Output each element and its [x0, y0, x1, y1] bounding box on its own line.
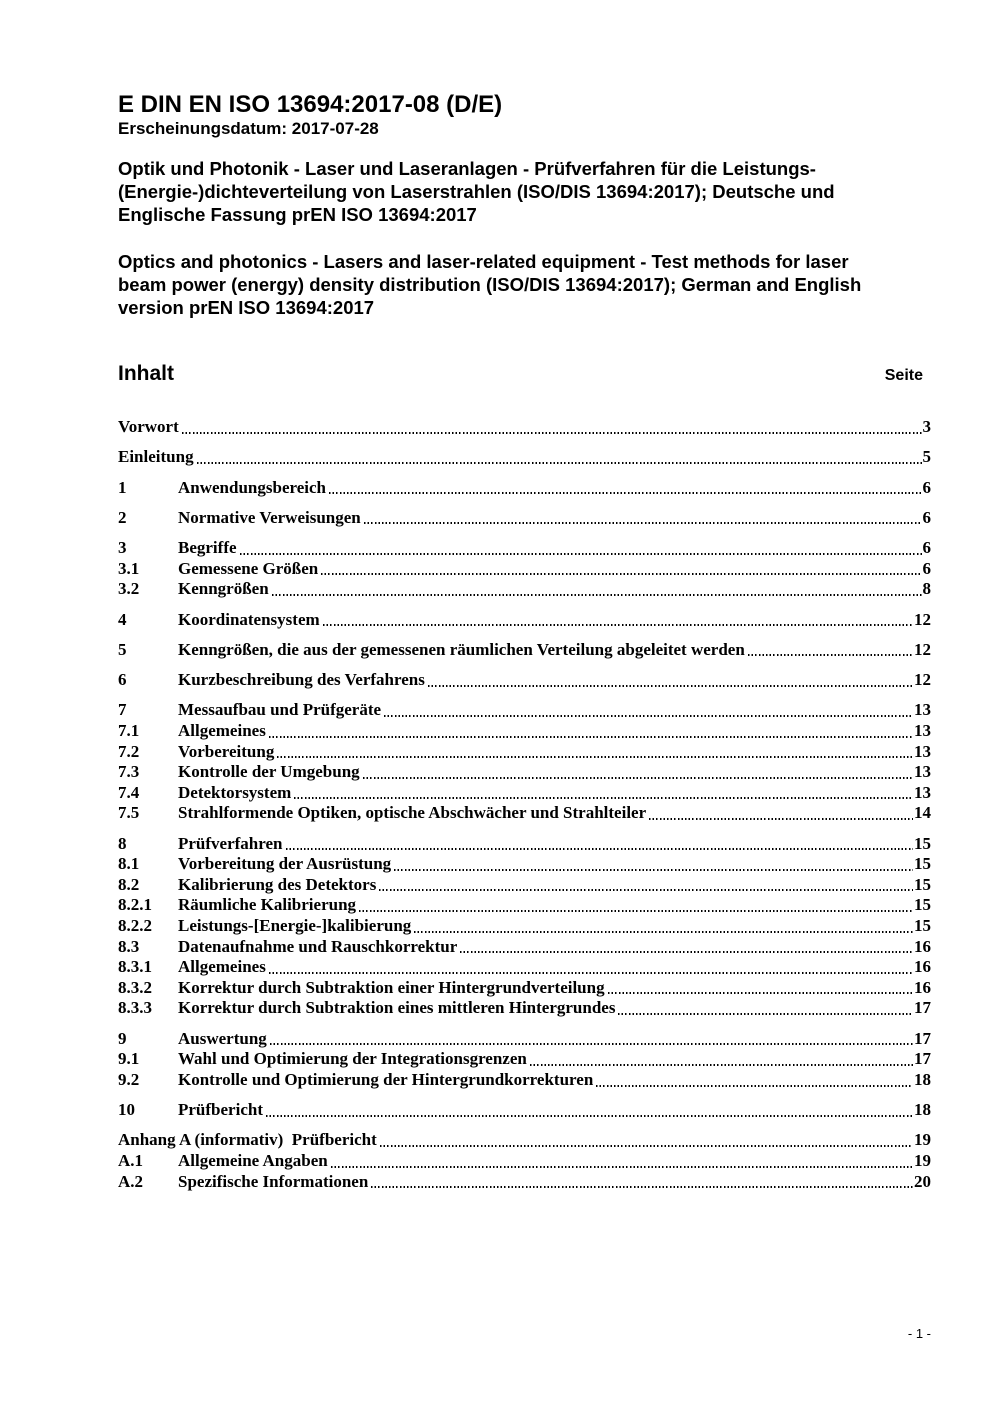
toc-entry-label: Anwendungsbereich: [178, 477, 326, 497]
dotted-leader: [266, 1115, 913, 1117]
dotted-leader: [286, 848, 914, 850]
toc-entry: [118, 640, 931, 661]
toc-entry-label: Korrektur durch Subtraktion eines mittleren Hintergrundes: [178, 998, 616, 1018]
toc-entry-number: 9.2: [118, 1069, 140, 1089]
toc-entry-page: 13: [914, 762, 931, 782]
toc-entry-page: 19: [914, 1130, 931, 1150]
toc-entry-label: Anhang A (informativ) Prüfbericht: [118, 1130, 377, 1150]
toc-entry-page: 17: [914, 1049, 931, 1069]
toc-entry: [118, 670, 931, 691]
dotted-leader: [384, 715, 913, 717]
dotted-leader: [294, 797, 913, 799]
english-title-line: version prEN ISO 13694:2017: [118, 297, 375, 318]
toc-entry: [118, 803, 931, 824]
dotted-leader: [269, 736, 913, 738]
toc-entry-label: Kontrolle der Umgebung: [178, 762, 360, 782]
dotted-leader: [649, 818, 913, 820]
toc-entry: [118, 1130, 931, 1151]
dotted-leader: [394, 869, 913, 871]
document-title: E DIN EN ISO 13694:2017-08 (D/E): [118, 91, 503, 118]
toc-entry-label: Kenngrößen: [178, 579, 269, 599]
dotted-leader: [321, 573, 921, 575]
toc-entry-number: 9: [118, 1028, 127, 1048]
toc-entry-page: 12: [914, 609, 931, 629]
toc-entry-number: A.1: [118, 1151, 144, 1171]
toc-entry-label: Messaufbau und Prüfgeräte: [178, 700, 382, 720]
toc-entry: [118, 1151, 931, 1172]
toc-entry-label: Allgemeines: [178, 721, 266, 741]
toc-entry: [118, 721, 931, 742]
toc-entry-page: 17: [914, 998, 931, 1018]
toc-entry-number: 10: [118, 1100, 135, 1120]
toc-entry: [118, 854, 931, 875]
toc-entry: [118, 417, 931, 438]
toc-entry-page: 12: [914, 639, 931, 659]
page-number-footer: - 1 -: [907, 1326, 931, 1341]
toc-entry-page: 12: [914, 670, 931, 690]
dotted-leader: [618, 1013, 913, 1015]
dotted-leader: [414, 931, 913, 933]
toc-entry-label: Kalibrierung des Detektors: [178, 874, 377, 894]
dotted-leader: [379, 889, 913, 891]
english-title-line: beam power (energy) density distribution (ISO/DIS 13694:2017); German and English: [118, 274, 862, 295]
toc-entry-page: 16: [914, 957, 931, 977]
toc-entry-page: 6: [922, 538, 931, 558]
toc-header: [118, 361, 931, 386]
dotted-leader: [363, 777, 913, 779]
toc-entry-page: 16: [914, 977, 931, 997]
publish-date: Erscheinungsdatum: 2017-07-28: [118, 119, 379, 138]
dotted-leader: [240, 553, 922, 555]
toc-entry-label: Räumliche Kalibrierung: [178, 895, 357, 915]
toc-entry: [118, 579, 931, 600]
toc-entry: [118, 916, 931, 937]
toc-entry: [118, 447, 931, 468]
toc-entry-label: Kontrolle und Optimierung der Hintergrundkorrekturen: [178, 1069, 594, 1089]
toc-entry: [118, 610, 931, 631]
toc-entry: [118, 742, 931, 763]
dotted-leader: [323, 624, 913, 626]
toc-entry-label: Datenaufnahme und Rauschkorrektur: [178, 936, 458, 956]
dotted-leader: [530, 1064, 913, 1066]
toc-entry: [118, 937, 931, 958]
toc-entry-label: Leistungs-[Energie-]kalibierung: [178, 916, 412, 936]
toc-page-column-label: Seite: [884, 367, 923, 384]
toc-entry-page: 14: [914, 803, 931, 823]
toc-entry-number: 5: [118, 639, 127, 659]
toc-entry-page: 19: [914, 1151, 931, 1171]
german-title-line: Optik und Photonik - Laser und Laseranlagen - Prüfverfahren für die Leistungs-: [118, 158, 816, 179]
dotted-leader: [596, 1085, 913, 1087]
dotted-leader: [182, 432, 922, 434]
toc-entry-page: 13: [914, 782, 931, 802]
toc-entry-number: 7: [118, 700, 127, 720]
toc-entry-page: 15: [914, 895, 931, 915]
dotted-leader: [460, 951, 913, 953]
toc-entry-label: Vorwort: [118, 417, 179, 436]
dotted-leader: [364, 522, 922, 524]
toc-entry-label: Spezifische Informationen: [178, 1171, 369, 1191]
toc-entry-number: 8.3.1: [118, 957, 152, 977]
toc-entry-label: Kenngrößen, die aus der gemessenen räumlichen Verteilung abgeleitet werden: [178, 639, 745, 659]
dotted-leader: [371, 1186, 913, 1188]
toc-entry-page: 20: [914, 1171, 931, 1191]
toc-entry-label: Begriffe: [178, 538, 237, 558]
toc-entry-page: 13: [914, 741, 931, 761]
toc-entry-number: 6: [118, 670, 127, 690]
toc-entry-number: 3.2: [118, 579, 140, 599]
toc-entry-label: Allgemeines: [178, 957, 266, 977]
toc-entry-number: 8.2.1: [118, 895, 152, 915]
toc-entry: [118, 1070, 931, 1091]
toc-entry-number: 7.1: [118, 721, 140, 741]
german-title-line: (Energie-)dichteverteilung von Laserstrahlen (ISO/DIS 13694:2017); Deutsche und: [118, 181, 835, 202]
toc-entry-label: Kurzbeschreibung des Verfahrens: [178, 670, 425, 690]
toc-entry-number: 9.1: [118, 1049, 140, 1069]
toc-entry: [118, 834, 931, 855]
toc-entry-label: Gemessene Größen: [178, 558, 319, 578]
dotted-leader: [331, 1166, 913, 1168]
toc-entry-number: 7.5: [118, 803, 140, 823]
toc-entry: [118, 1049, 931, 1070]
toc-entry-number: 8.3: [118, 936, 140, 956]
toc-entry-label: Strahlformende Optiken, optische Abschwächer und Strahlteiler: [178, 803, 647, 823]
english-title: [118, 250, 984, 319]
toc-entry-page: 13: [914, 700, 931, 720]
toc-entry-label: Prüfverfahren: [178, 833, 283, 853]
toc-entry-number: 8.3.2: [118, 977, 152, 997]
toc-entry: [118, 538, 931, 559]
toc-list: [118, 417, 931, 1192]
toc-entry-page: 18: [914, 1100, 931, 1120]
toc-entry: [118, 762, 931, 783]
toc-entry-page: 8: [922, 579, 931, 599]
toc-entry-page: 15: [914, 854, 931, 874]
toc-entry-number: 7.3: [118, 762, 140, 782]
toc-entry: [118, 895, 931, 916]
toc-entry: [118, 478, 931, 499]
toc-entry-number: 8: [118, 833, 127, 853]
toc-entry-label: Einleitung: [118, 447, 194, 467]
toc-entry-page: 6: [922, 507, 931, 527]
toc-entry-label: Wahl und Optimierung der Integrationsgrenzen: [178, 1049, 527, 1069]
dotted-leader: [197, 462, 922, 464]
toc-entry-number: 8.2: [118, 874, 140, 894]
toc-entry-number: 3.1: [118, 558, 140, 578]
german-title: [118, 157, 984, 226]
dotted-leader: [428, 685, 913, 687]
dotted-leader: [329, 492, 922, 494]
toc-entry-label: Prüfbericht: [178, 1100, 263, 1120]
toc-entry-label: Vorbereitung: [178, 741, 275, 761]
toc-entry-number: A.2: [118, 1171, 144, 1191]
toc-entry-page: 13: [914, 721, 931, 741]
toc-entry-page: 15: [914, 833, 931, 853]
toc-entry-page: 18: [914, 1069, 931, 1089]
toc-entry-number: 2: [118, 507, 127, 527]
toc-entry: [118, 1029, 931, 1050]
toc-entry: [118, 978, 931, 999]
toc-entry: [118, 875, 931, 896]
toc-entry-label: Koordinatensystem: [178, 609, 320, 629]
toc-entry: [118, 1100, 931, 1121]
toc-entry-number: 1: [118, 477, 127, 497]
toc-entry-number: 7.2: [118, 741, 140, 761]
toc-entry: [118, 700, 931, 721]
toc-entry-label: Korrektur durch Subtraktion einer Hintergrundverteilung: [178, 977, 605, 997]
dotted-leader: [272, 594, 922, 596]
toc-entry-number: 4: [118, 609, 127, 629]
toc-entry-page: 6: [922, 558, 931, 578]
toc-entry-page: 3: [922, 417, 931, 436]
toc-entry-label: Vorbereitung der Ausrüstung: [178, 854, 392, 874]
toc-entry-number: 8.2.2: [118, 916, 152, 936]
toc-entry-number: 7.4: [118, 782, 140, 802]
toc-entry: [118, 957, 931, 978]
toc-entry-number: 3: [118, 538, 127, 558]
toc-entry-page: 15: [914, 874, 931, 894]
dotted-leader: [608, 992, 913, 994]
toc-entry-page: 15: [914, 916, 931, 936]
toc-entry-page: 6: [922, 477, 931, 497]
toc-entry-label: Auswertung: [178, 1028, 267, 1048]
toc-entry-page: 16: [914, 936, 931, 956]
dotted-leader: [748, 654, 913, 656]
toc-entry: [118, 783, 931, 804]
toc-entry-label: Detektorsystem: [178, 782, 292, 802]
toc-entry: [118, 508, 931, 529]
german-title-line: Englische Fassung prEN ISO 13694:2017: [118, 204, 477, 225]
dotted-leader: [270, 1043, 913, 1045]
toc-entry-number: 8.3.3: [118, 998, 152, 1018]
dotted-leader: [359, 910, 913, 912]
dotted-leader: [380, 1145, 913, 1147]
toc-entry-label: Allgemeine Angaben: [178, 1151, 328, 1171]
dotted-leader: [277, 756, 913, 758]
english-title-line: Optics and photonics - Lasers and laser-related equipment - Test methods for laser: [118, 251, 849, 272]
toc-entry-page: 17: [914, 1028, 931, 1048]
toc-entry-page: 5: [922, 447, 931, 467]
toc-entry: [118, 998, 931, 1019]
toc-entry-number: 8.1: [118, 854, 140, 874]
toc-entry-label: Normative Verweisungen: [178, 507, 361, 527]
toc-entry: [118, 1172, 931, 1193]
dotted-leader: [269, 972, 913, 974]
toc-entry: [118, 559, 931, 580]
toc-heading: Inhalt: [118, 362, 174, 385]
